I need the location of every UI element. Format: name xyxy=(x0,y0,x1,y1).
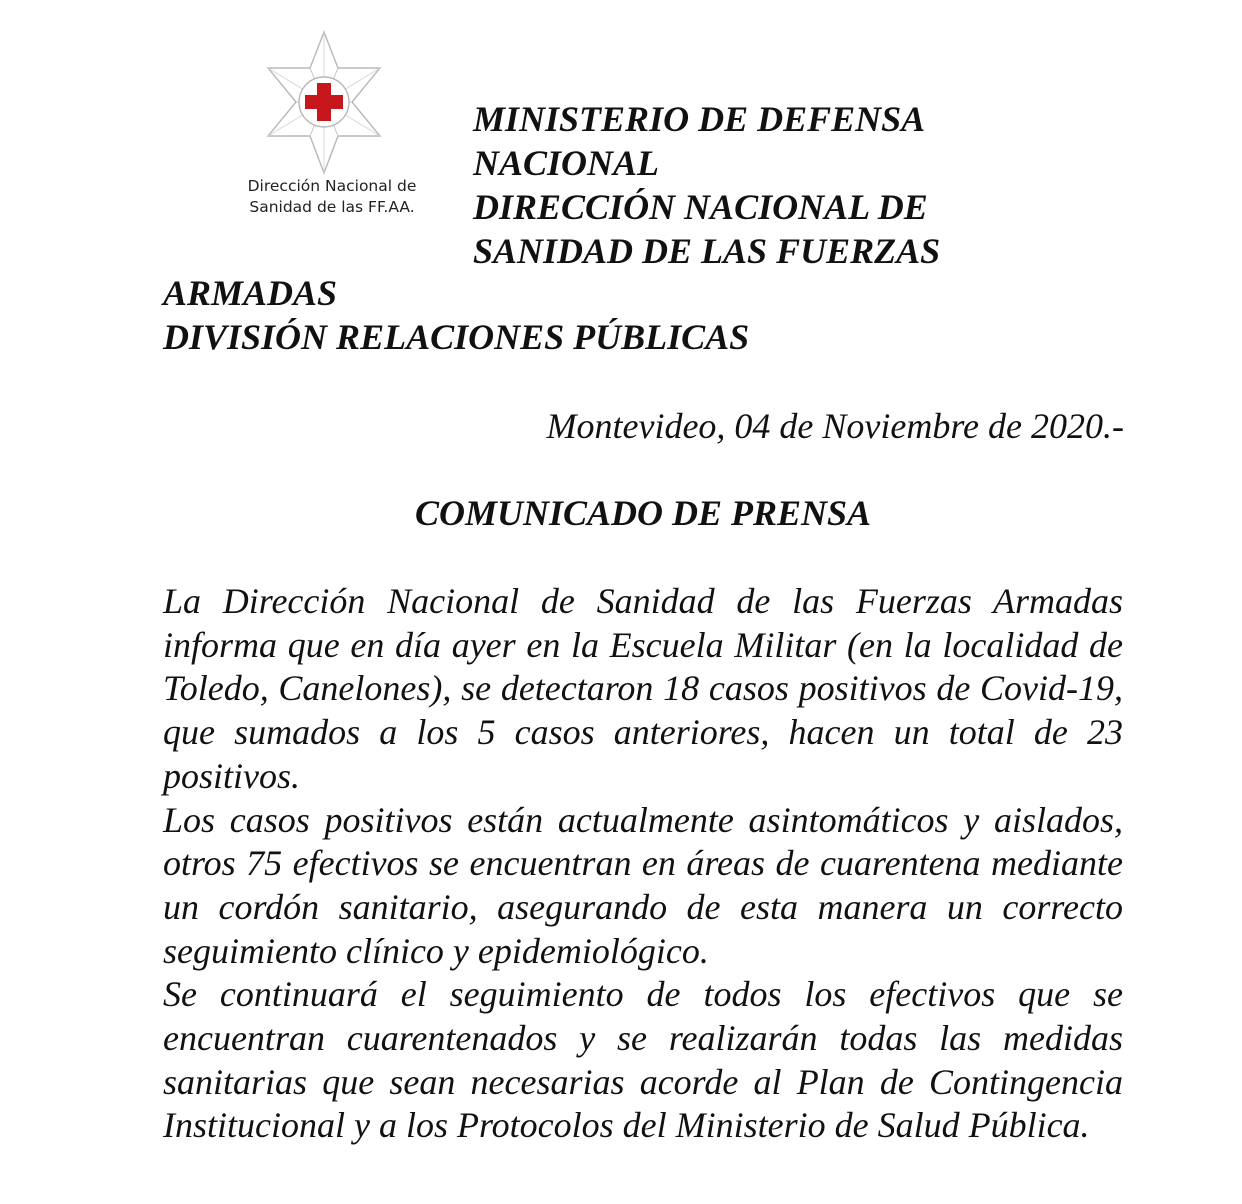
body-paragraph: Se continuará el seguimiento de todos los efectivos que se encuentran cuarentenados y se realizarán todas las medidas sanitarias que sean necesarias acorde al Plan de Contingencia Institucional y a los Protocolos del Ministerio de Salud Pública. xyxy=(163,974,1123,1146)
heading-direction-line1: DIRECCIÓN NACIONAL DE xyxy=(473,187,928,227)
heading-direction-line2: SANIDAD DE LAS FUERZAS xyxy=(473,231,941,271)
document-date: Montevideo, 04 de Noviembre de 2020.- xyxy=(546,406,1124,446)
letterhead-heading xyxy=(473,97,940,273)
institution-logo xyxy=(222,30,442,230)
logo-caption xyxy=(222,176,442,218)
star-red-cross-icon xyxy=(264,30,384,175)
logo-caption-line2: Sanidad de las FF.AA. xyxy=(249,198,415,216)
document-title: COMUNICADO DE PRENSA xyxy=(414,493,872,533)
logo-caption-line1: Dirección Nacional de xyxy=(247,177,417,195)
letterhead-heading-continued xyxy=(163,271,749,359)
press-release-body xyxy=(163,580,1123,1148)
heading-ministry-line1: MINISTERIO DE DEFENSA xyxy=(473,99,926,139)
heading-ministry-line2: NACIONAL xyxy=(473,143,660,183)
body-paragraph: La Dirección Nacional de Sanidad de las Fuerzas Armadas informa que en día ayer en la Escuela Militar (en la localidad de Toledo, Canelones), se detectaron 18 casos positivos de Covid-19, que sumados a los 5 casos anteriores, hacen un total de 23 positivos. xyxy=(163,581,1123,796)
heading-direction-line3: ARMADAS xyxy=(163,273,338,313)
heading-division: DIVISIÓN RELACIONES PÚBLICAS xyxy=(163,317,750,357)
body-paragraph: Los casos positivos están actualmente asintomáticos y aislados, otros 75 efectivos se encuentran en áreas de cuarentena mediante un cordón sanitario, asegurando de esta manera un correcto seguimiento clínico y epidemiológico. xyxy=(163,799,1123,971)
